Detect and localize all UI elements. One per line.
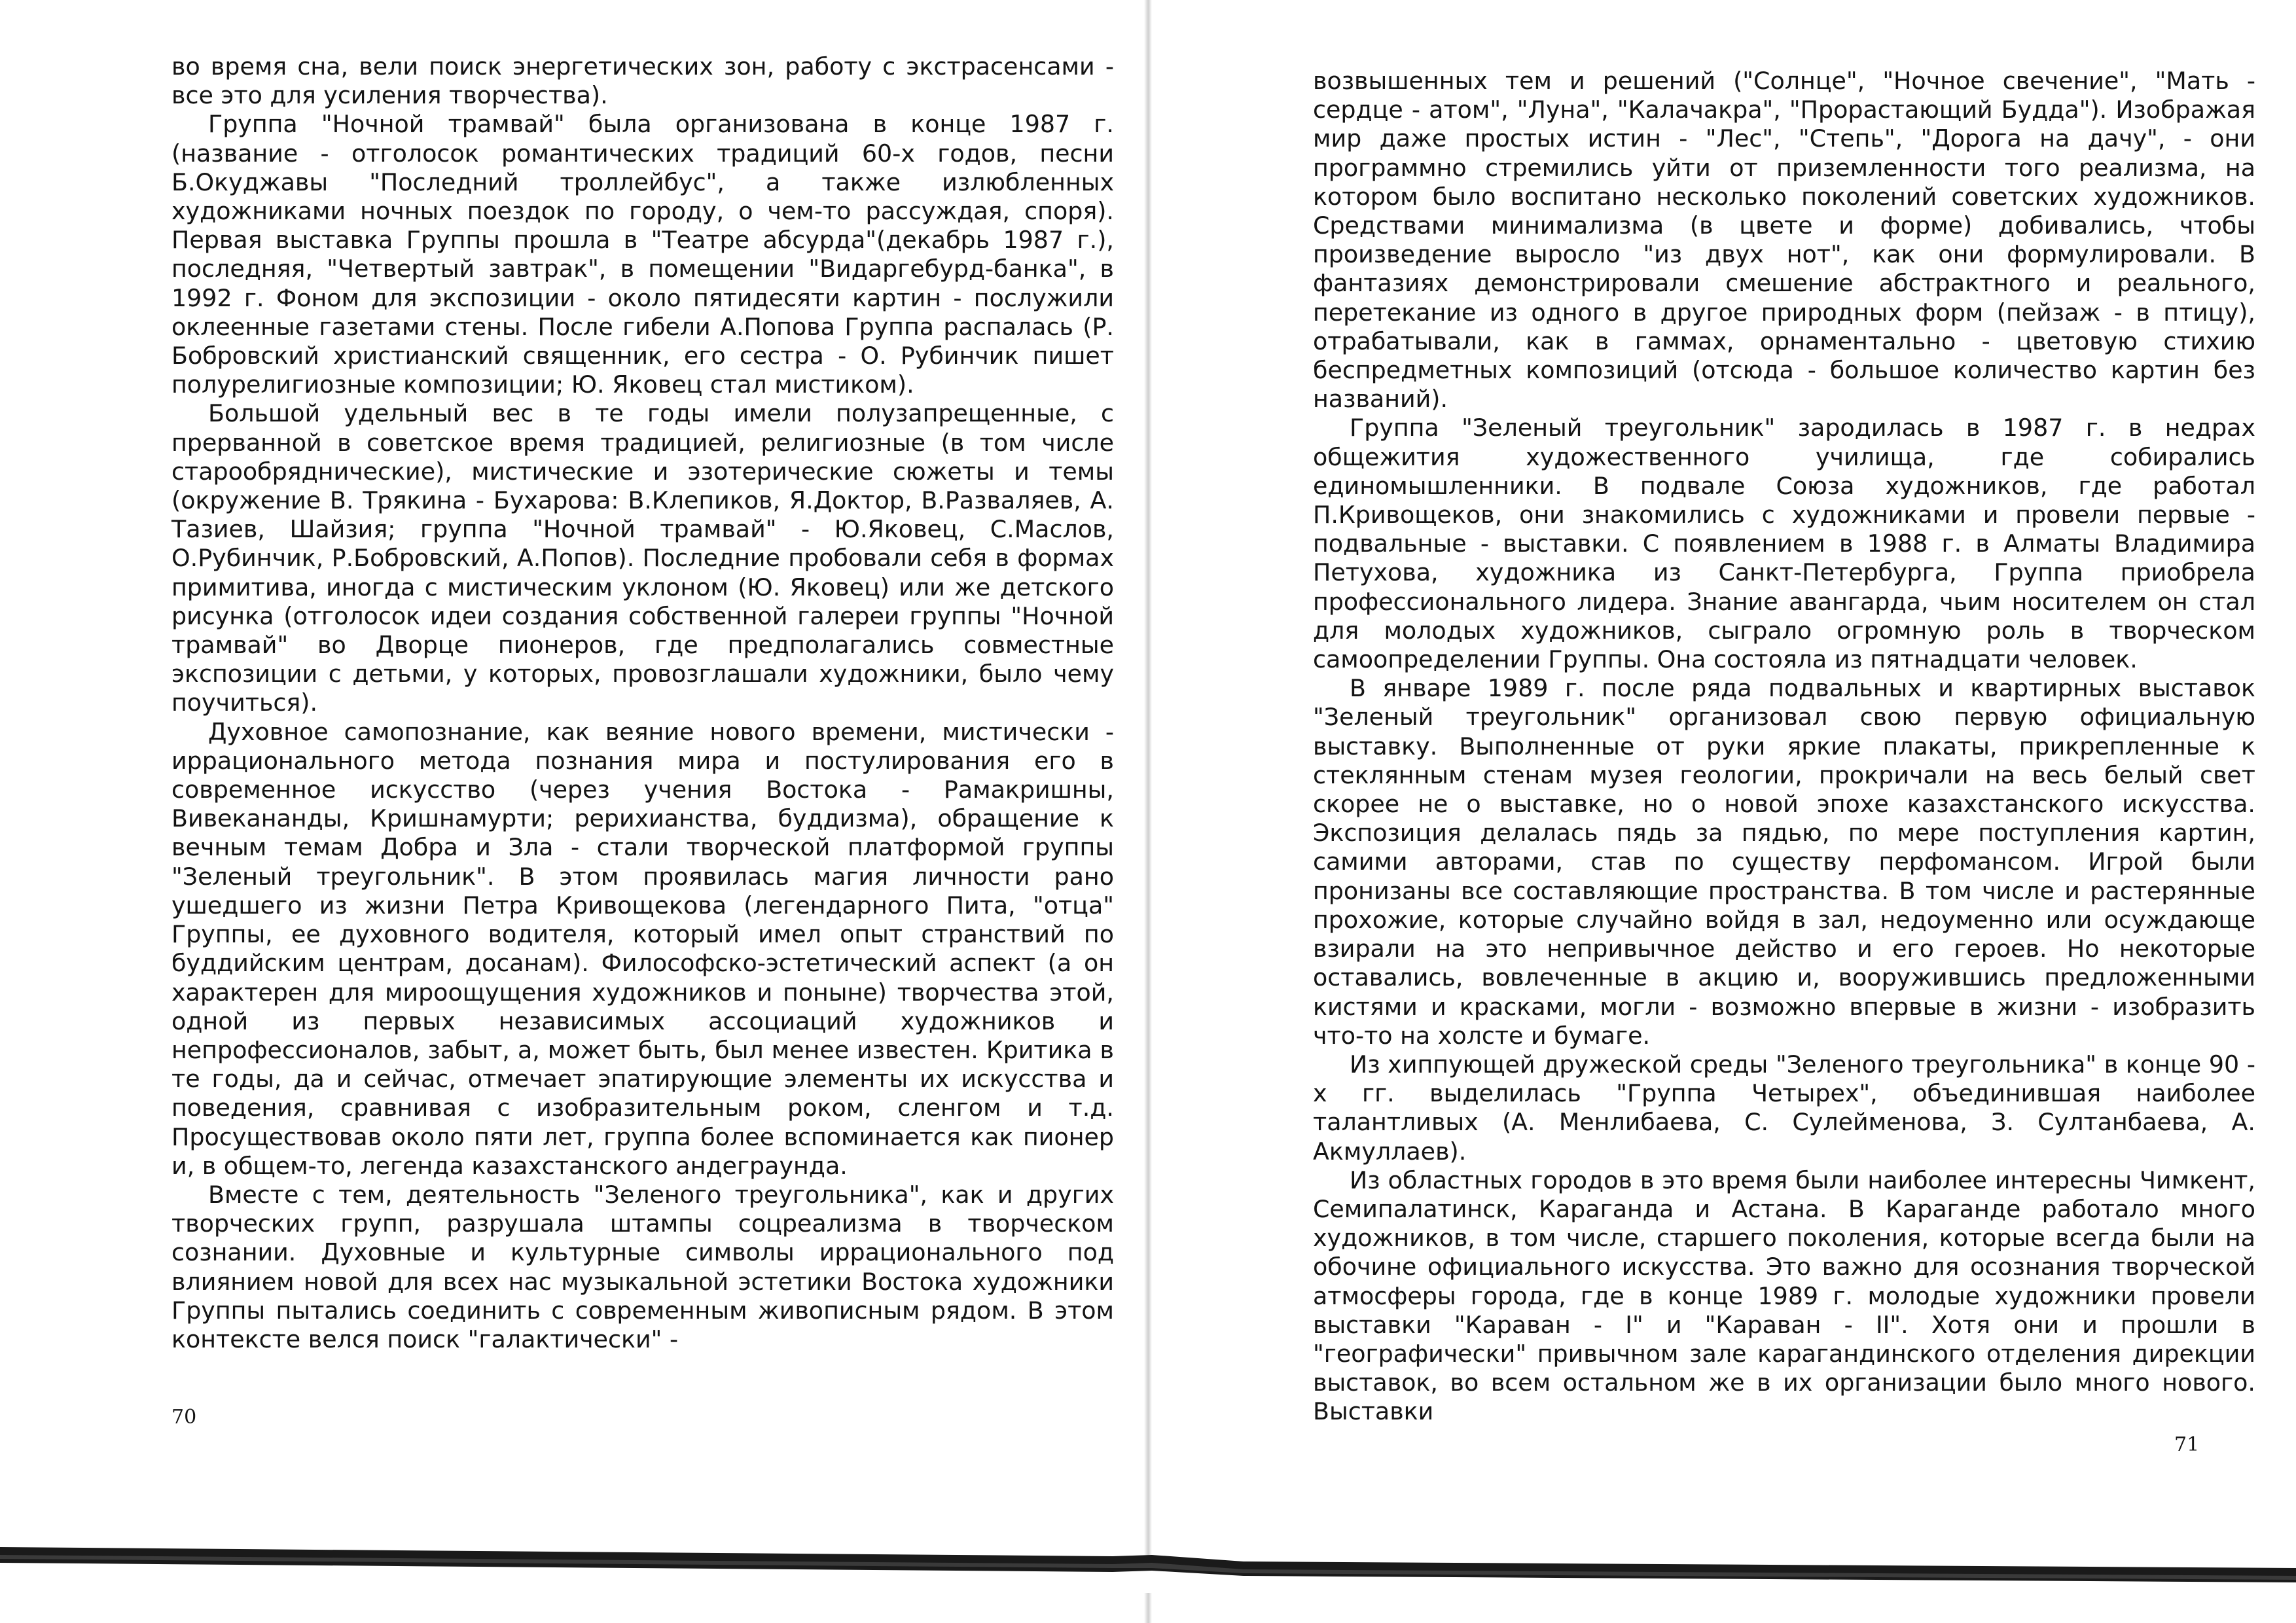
right-page-text (1313, 67, 2255, 1427)
scanner-binding-shadow (0, 1525, 2296, 1593)
paragraph: во время сна, вели поиск энергетических зон, работу с экстрасенсами - все это для усиления творчества). (171, 52, 1114, 110)
left-page-text (171, 52, 1114, 1354)
paragraph: Вместе с тем, деятельность "Зеленого треугольника", как и других творческих групп, разрушала штампы соцреализма в творческом сознании. Духовные и культурные символы иррационального под влиянием новой для всех нас музыкальной эстетики Востока художники Группы пытались соединить с современным живописным рядом. В этом контексте велся поиск "галактически" - (171, 1180, 1114, 1353)
paragraph: Большой удельный вес в те годы имели полузапрещенные, с прерванной в советское время традицией, религиозные (в том числе старообряднические), мистические и эзотерические сюжеты и темы (окружение В. Трякина - Бухарова: В.Клепиков, Я.Доктор, В.Разваляев, А. Тазиев, Шайзия; группа "Ночной трамвай" - Ю.Яковец, С.Маслов, О.Рубинчик, Р.Бобровский, А.Попов). Последние пробовали себя в формах примитива, иногда с мистическим уклоном (Ю. Яковец) или же детского рисунка (отголосок идеи создания собственной галереи группы "Ночной трамвай" во Дворце пионеров, где предполагались совместные экспозиции с детьми, у которых, провозглашали художники, было чему поучиться). (171, 399, 1114, 717)
paragraph: Группа "Зеленый треугольник" зародилась в 1987 г. в недрах общежития художественного училища, где собирались единомышленники. В подвале Союза художников, где работал П.Кривощеков, они знакомились с художниками и провели первые - подвальные - выставки. С появлением в 1988 г. в Алматы Владимира Петухова, художника из Санкт-Петербурга, Группа приобрела профессионального лидера. Знание авангарда, чьим носителем он стал для молодых художников, сыграло огромную роль в творческом самоопределении Группы. Она состояла из пятнадцати человек. (1313, 414, 2255, 674)
paragraph: Из областных городов в это время были наиболее интересны Чимкент, Семипалатинск, Караганда и Астана. В Караганде работало много художников, в том числе, старшего поколения, которые всегда были на обочине официального искусства. Это важно для осознания творческой атмосферы города, где в конце 1989 г. молодые художники провели выставки "Караван - I" и "Караван - II". Хотя они и прошли в "географически" привычном зале карагандинского отделения дирекции выставок, во всем остальном же в их организации было много нового. Выставки (1313, 1166, 2255, 1426)
paragraph: возвышенных тем и решений ("Солнце", "Ночное свечение", "Мать - сердце - атом", "Луна", "Калачакра", "Прорастающий Будда"). Изображая мир даже простых истин - "Лес", "Степь", "Дорога на дачу", - они программно стремились уйти от приземленности того реализма, на котором было воспитано несколько поколений советских художников. Средствами минимализма (в цвете и форме) добивались, чтобы произведение выросло "из двух нот", как они формулировали. В фантазиях демонстрировали смешение абстрактного и реального, перетекание из одного в другое природных форм (пейзаж - в птицу), отрабатывали, как в гаммах, орнаментально - цветовую стихию беспредметных композиций (отсюда - большое количество картин без названий). (1313, 67, 2255, 414)
paragraph: Группа "Ночной трамвай" была организована в конце 1987 г. (название - отголосок романтических традиций 60-х годов, песни Б.Окуджавы "Последний троллейбус", а также излюбленных художниками ночных поездок по городу, о чем-то рассуждая, споря). Первая выставка Группы прошла в "Театре абсурда"(декабрь 1987 г.), последняя, "Четвертый завтрак", в помещении "Видаргебурд-банка", в 1992 г. Фоном для экспозиции - около пятидесяти картин - послужили оклеенные газетами стены. После гибели А.Попова Группа распалась (Р. Бобровский христианский священник, его сестра - О. Рубинчик пишет полурелигиозные композиции; Ю. Яковец стал мистиком). (171, 110, 1114, 399)
page-number: 70 (171, 1406, 197, 1429)
paragraph: В январе 1989 г. после ряда подвальных и квартирных выставок "Зеленый треугольник" организовал свою первую официальную выставку. Выполненные от руки яркие плакаты, прикрепленные к стеклянным стенам музея геологии, прокричали на весь белый свет скорее не о выставке, но о новой эпохе казахстанского искусства. Экспозиция делалась пядь за пядью, по мере поступления картин, самими авторами, став по существу перфомансом. Игрой были пронизаны все составляющие пространства. В том числе и растерянные прохожие, которые случайно войдя в зал, недоуменно или осуждающе взирали на это непривычное действо и его героев. Но некоторые оставались, вовлеченные в акцию и, вооружившись предложенными кистями и красками, могли - возможно впервые в жизни - изобразить что-то на холсте и бумаге. (1313, 674, 2255, 1050)
paragraph: Духовное самопознание, как веяние нового времени, мистически - иррационального метода познания мира и постулирования его в современное искусство (через учения Востока - Рамакришны, Вивекананды, Кришнамурти; рерихианства, буддизма), обращение к вечным темам Добра и Зла - стали творческой платформой группы "Зеленый треугольник". В этом проявилась магия личности рано ушедшего из жизни Петра Кривощекова (легендарного Пита, "отца" Группы, ее духовного водителя, который имел опыт странствий по буддийским центрам, досанам). Философско-эстетический аспект (а он характерен для мироощущения художников и поныне) творчества этой, одной из первых независимых ассоциаций художников и непрофессионалов, забыт, а, может быть, был менее известен. Критика в те годы, да и сейчас, отмечает эпатирующие элементы их искусства и поведения, сравнивая с изобразительным роком, сленгом и т.д. Просуществовав около пяти лет, группа более вспоминается как пионер и, в общем-то, легенда казахстанского андеграунда. (171, 717, 1114, 1180)
page-number: 71 (2174, 1433, 2200, 1456)
right-page (1148, 0, 2296, 1623)
paragraph: Из хиппующей дружеской среды "Зеленого треугольника" в конце 90 - х гг. выделилась "Группа Четырех", объединившая наиболее талантливых (А. Менлибаева, С. Сулейменова, З. Султанбаева, А. Акмуллаев). (1313, 1050, 2255, 1166)
